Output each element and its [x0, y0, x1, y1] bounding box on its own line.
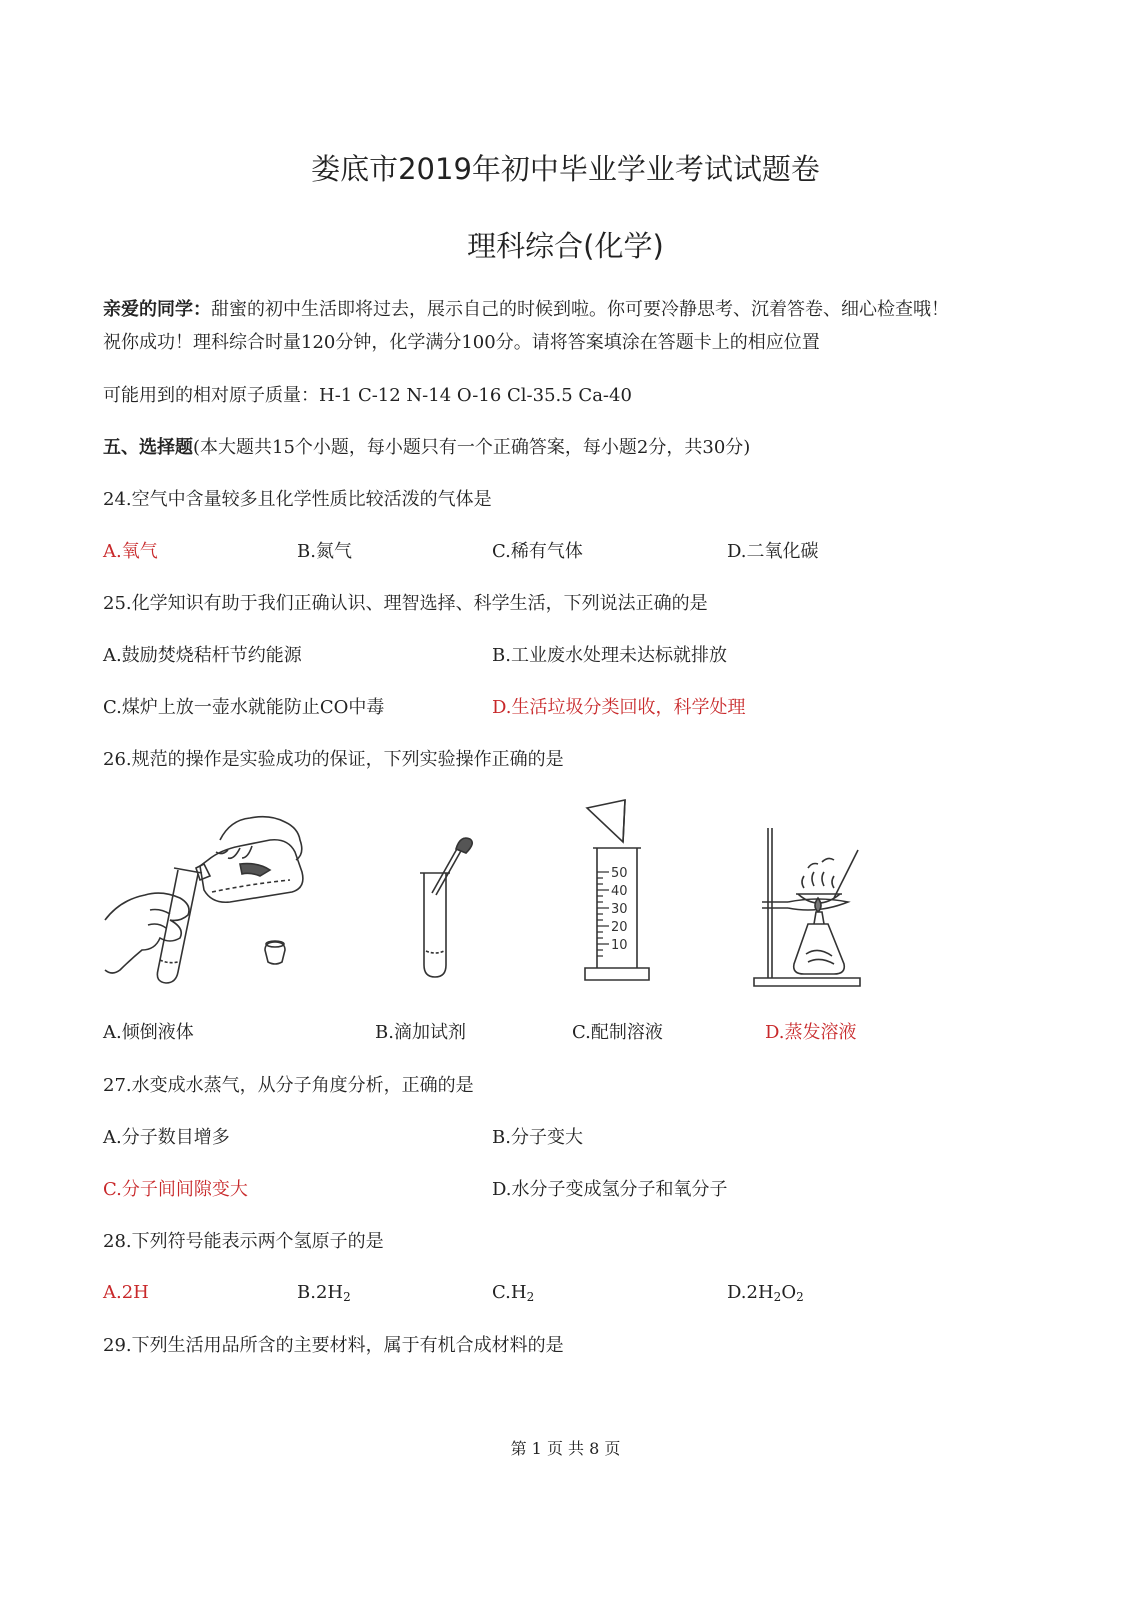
- q28-b-text: B.2H: [297, 1282, 344, 1303]
- q25-option-a: A.鼓励焚烧秸杆节约能源: [103, 645, 302, 666]
- intro-label: 亲爱的同学：: [103, 299, 211, 320]
- graduated-cylinder-illustration: [585, 798, 665, 988]
- atomic-mass-line: 可能用到的相对原子质量：H-1 C-12 N-14 O-16 Cl-35.5 Ca-40: [103, 385, 632, 406]
- q27-option-d: D.水分子变成氢分子和氧分子: [492, 1179, 728, 1200]
- q28-b-sub: 2: [343, 1290, 351, 1304]
- q24-option-a: A.氧气: [103, 541, 158, 562]
- cylinder-mark-20: 20: [611, 920, 628, 935]
- q24-option-b: B.氮气: [297, 541, 352, 562]
- q25-option-c: C.煤炉上放一壶水就能防止CO中毒: [103, 697, 385, 718]
- q24-option-c: C.稀有气体: [492, 541, 583, 562]
- q28-option-c: [492, 1282, 534, 1304]
- q29-stem: 29.下列生活用品所含的主要材料，属于有机合成材料的是: [103, 1335, 564, 1356]
- evaporation-illustration: [748, 828, 868, 988]
- q28-option-a: A.2H: [103, 1282, 149, 1303]
- pouring-liquid-illustration: [100, 810, 320, 985]
- q25-option-b: B.工业废水处理未达标就排放: [492, 645, 727, 666]
- q28-d-text: D.2H: [727, 1282, 774, 1303]
- q28-option-b: [297, 1282, 351, 1304]
- dropper-illustration: [410, 833, 480, 983]
- q24-option-d: D.二氧化碳: [727, 541, 819, 562]
- q24-stem: 24.空气中含量较多且化学性质比较活泼的气体是: [103, 489, 492, 510]
- q28-option-d: [727, 1282, 804, 1304]
- page-footer: 第 1 页 共 8 页: [510, 1439, 621, 1458]
- intro-line-2: 祝你成功！理科综合时量120分钟，化学满分100分。请将答案填涂在答题卡上的相应位置: [103, 332, 820, 353]
- q27-option-b: B.分子变大: [492, 1127, 583, 1148]
- q25-stem: 25.化学知识有助于我们正确认识、理智选择、科学生活，下列说法正确的是: [103, 593, 708, 614]
- q28-c-text: C.H: [492, 1282, 527, 1303]
- exam-subtitle: 理科综合(化学): [467, 229, 664, 263]
- q28-stem: 28.下列符号能表示两个氢原子的是: [103, 1231, 384, 1252]
- q25-option-d: D.生活垃圾分类回收，科学处理: [492, 697, 746, 718]
- intro-line-1: [103, 295, 949, 321]
- intro-text-1: 甜蜜的初中生活即将过去，展示自己的时候到啦。你可要冷静思考、沉着答卷、细心检查哦！: [211, 299, 949, 320]
- q28-d-mid: O: [781, 1282, 797, 1303]
- q28-d-sub2: 2: [796, 1290, 804, 1304]
- section-label: 五、选择题: [103, 437, 193, 458]
- q28-c-sub: 2: [526, 1290, 535, 1304]
- cylinder-mark-30: 30: [611, 902, 628, 917]
- q26-stem: 26.规范的操作是实验成功的保证，下列实验操作正确的是: [103, 749, 564, 770]
- q28-d-sub1: 2: [773, 1290, 782, 1304]
- cylinder-mark-50: 50: [611, 866, 628, 881]
- section-note: (本大题共15个小题，每小题只有一个正确答案，每小题2分，共30分): [193, 437, 751, 458]
- exam-title: 娄底市2019年初中毕业学业考试试题卷: [311, 152, 820, 186]
- q27-option-c: C.分子间间隙变大: [103, 1179, 248, 1200]
- q26-option-c: C.配制溶液: [572, 1022, 663, 1043]
- q27-option-a: A.分子数目增多: [103, 1127, 230, 1148]
- q26-option-d: D.蒸发溶液: [765, 1022, 857, 1043]
- cylinder-mark-40: 40: [611, 884, 628, 899]
- q26-option-b: B.滴加试剂: [375, 1022, 466, 1043]
- cylinder-mark-10: 10: [611, 938, 628, 953]
- q26-option-a: A.倾倒液体: [103, 1022, 194, 1043]
- q27-stem: 27.水变成水蒸气，从分子角度分析，正确的是: [103, 1075, 474, 1096]
- section-heading: [103, 433, 750, 459]
